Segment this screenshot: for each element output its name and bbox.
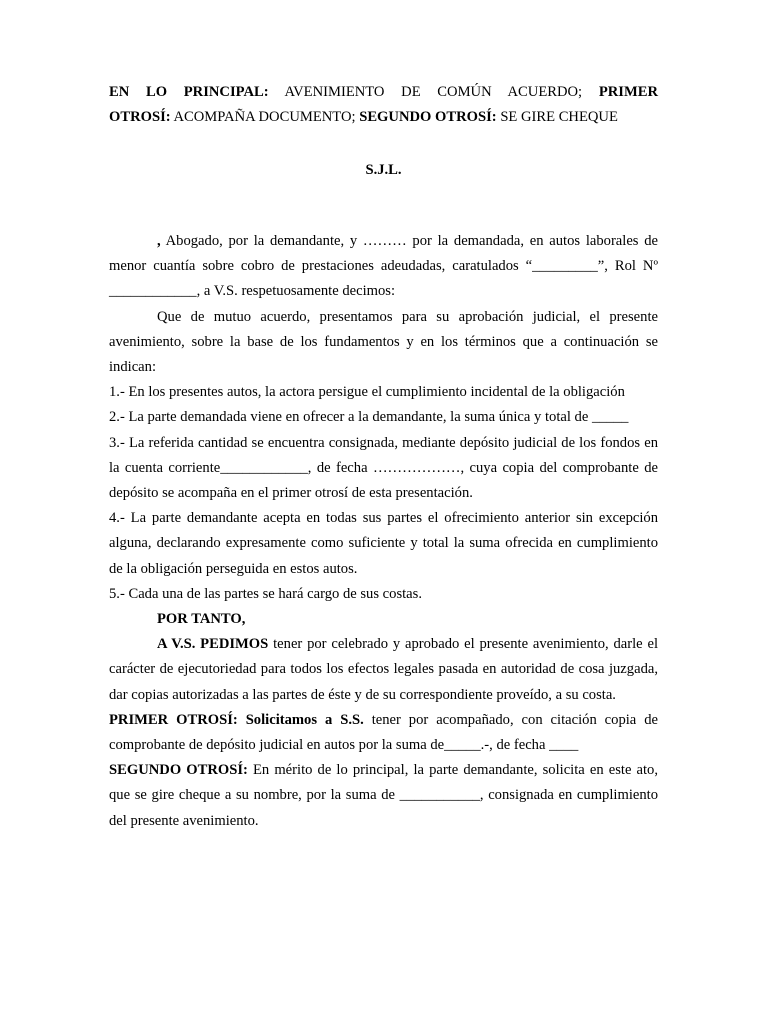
primer-otrosi-label-b: OTROSÍ: xyxy=(109,109,171,125)
pedimos-text: tener por celebrado y aprobado el presente avenimiento, darle el carácter de ejecutoriedad para todos los efectos legales pasada en autoridad de cosa juzgada, dar copias autorizadas a las partes de éste y de su correspondiente proveído, a su costa. xyxy=(109,636,658,703)
document-page xyxy=(109,80,658,834)
heading-line-1 xyxy=(109,80,658,105)
en-lo-principal-text: AVENIMIENTO DE COMÚN ACUERDO; xyxy=(284,84,583,100)
por-tanto-label: POR TANTO, xyxy=(157,611,246,628)
list-item: 4.- La parte demandante acepta en todas sus partes el ofrecimiento anterior sin excepción alguna, declarando expresamente como suficiente y total la suma ofrecida en cumplimiento de la obligación perseguida en estos autos. xyxy=(109,510,658,577)
intro-text: Abogado, por la demandante, y ……… por la demandada, en autos laborales de menor cuantía sobre cobro de prestaciones adeudadas, caratulados “_________”, Rol Nº ____________, a V.S. respetuosamente decimos: xyxy=(109,233,659,300)
pedimos-label: A V.S. PEDIMOS xyxy=(157,636,269,653)
segundo-otrosi-body-label: SEGUNDO OTROSÍ: xyxy=(109,762,248,779)
por-tanto xyxy=(109,607,658,632)
list-item: 1.- En los presentes autos, la actora persigue el cumplimiento incidental de la obligación xyxy=(109,384,625,401)
segundo-otrosi-label: SEGUNDO OTROSÍ: xyxy=(359,109,497,125)
primer-otrosi-body-text: tener por acompañado, con citación copia de comprobante de depósito judicial en autos por la suma de_____.-, de fecha ____ xyxy=(109,711,659,754)
document-heading xyxy=(109,80,658,130)
segundo-otrosi-paragraph xyxy=(109,758,658,834)
primer-otrosi-text: ACOMPAÑA DOCUMENTO; xyxy=(173,109,356,125)
segundo-otrosi-body-text: En mérito de lo principal, la parte demandante, solicita en este ato, que se gire cheque a su nombre, por la suma de ___________, consignada en cumplimiento del presente avenimiento. xyxy=(109,762,658,829)
primer-otrosi-label-a: PRIMER xyxy=(598,84,658,100)
heading-line-2 xyxy=(109,105,658,130)
segundo-otrosi-text: SE GIRE CHEQUE xyxy=(500,109,618,125)
intro-paragraph xyxy=(109,229,658,305)
addressee: S.J.L. xyxy=(365,162,402,178)
list-item: 5.- Cada una de las partes se hará cargo de sus costas. xyxy=(109,585,422,602)
document-body xyxy=(109,229,658,834)
list-item: 3.- La referida cantidad se encuentra consignada, mediante depósito judicial de los fondos en la cuenta corriente____________, de fecha ………………, cuya copia del comprobante de depósito se acompaña en el primer otrosí de esta presentación. xyxy=(109,434,658,502)
list-item: 2.- La parte demandada viene en ofrecer a la demandante, la suma única y total de _____ xyxy=(109,409,629,426)
intro-comma: , xyxy=(157,233,161,249)
en-lo-principal-label: EN LO PRINCIPAL: xyxy=(109,84,269,100)
primer-otrosi-body-label: PRIMER OTROSÍ: Solicitamos a S.S. xyxy=(109,711,364,728)
mutual-agreement-paragraph: Que de mutuo acuerdo, presentamos para su aprobación judicial, el presente avenimiento, sobre la base de los fundamentos y en los términos que a continuación se indican: xyxy=(109,308,658,376)
pedimos-paragraph xyxy=(109,632,658,708)
primer-otrosi-paragraph xyxy=(109,708,658,758)
